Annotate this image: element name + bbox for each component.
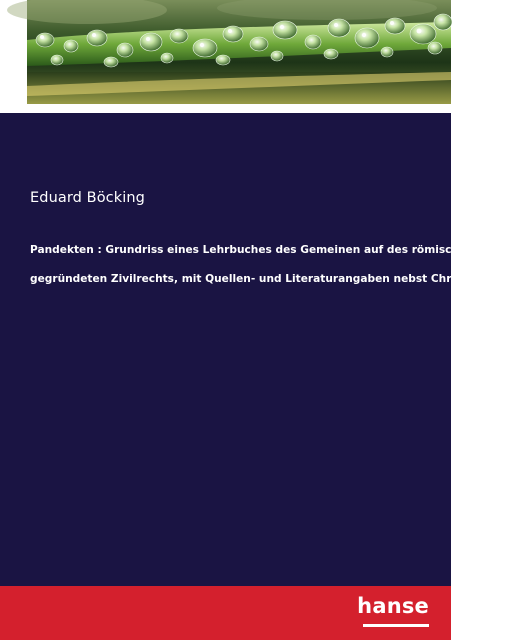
publisher-logo-underline [363,624,429,627]
book-title-line-1: Pandekten : Grundriss eines Lehrbuches des Gemeinen auf des römische Recht [30,244,505,256]
cover-photo [27,0,451,104]
publisher-logo: hanse [357,594,429,618]
publisher-footer [0,586,451,640]
book-title [30,236,519,294]
author-name: Eduard Böcking [30,190,145,206]
book-title-line-2: gegründeten Zivilrechts, mit Quellen- und Literaturangaben nebst Chrestomathie [30,273,519,285]
water-droplets-on-grass-image [27,0,451,104]
cover-panel [0,113,519,586]
